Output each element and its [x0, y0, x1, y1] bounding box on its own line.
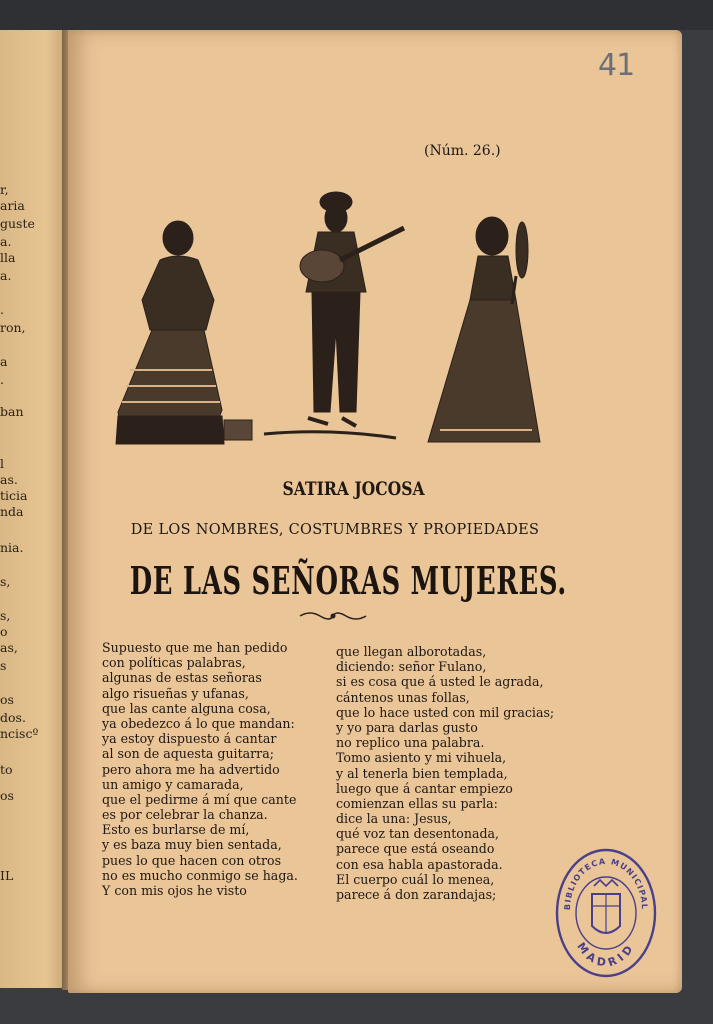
poem-line: luego que á cantar empiezo: [336, 780, 513, 796]
poem-line: El cuerpo cuál lo menea,: [336, 871, 495, 887]
poem-line: y al tenerla bien templada,: [336, 765, 508, 781]
poem-line: que el pedirme á mí que cante: [102, 791, 297, 807]
poem-line: qué voz tan desentonada,: [336, 826, 500, 842]
poem-line: ya obedezco á lo que mandan:: [102, 715, 295, 731]
facing-page-text: guste: [0, 216, 35, 231]
poem-line: cántenos unas follas,: [336, 689, 470, 705]
title-senoras-mujeres: DE LAS SEÑORAS MUJERES.: [129, 558, 567, 603]
poem-line: y es baza muy bien sentada,: [102, 837, 282, 853]
woman-with-shawl-figure: [116, 221, 252, 444]
subtitle-nombres-costumbres: DE LOS NOMBRES, COSTUMBRES Y PROPIEDADES: [130, 522, 540, 538]
scanner-background: [0, 0, 713, 30]
poem-line: que lo hace usted con mil gracias;: [336, 704, 555, 720]
poem-line: diciendo: señor Fulano,: [336, 659, 487, 675]
facing-page-text: os: [0, 788, 14, 803]
facing-page-text: a.: [0, 268, 12, 283]
svg-text:MADRID: [574, 940, 637, 970]
poem-line: al son de aquesta guitarra;: [102, 746, 274, 762]
guitar-player-figure: [264, 192, 404, 438]
poem-line: es por celebrar la chanza.: [102, 807, 268, 823]
facing-page-text: a.: [0, 234, 12, 249]
poem-line: dice la una: Jesus,: [336, 811, 452, 827]
title-satira-jocosa: SATIRA JOCOSA: [282, 478, 425, 500]
poem-line: con políticas palabras,: [102, 655, 246, 671]
poem-line: no replico una palabra.: [336, 735, 485, 751]
facing-page-text: r,: [0, 182, 9, 197]
poem-line: que llegan alborotadas,: [336, 644, 487, 659]
facing-page-text: nia.: [0, 540, 24, 555]
poem-line: Tomo asiento y mi vihuela,: [336, 750, 507, 766]
ornament-divider: [298, 609, 368, 623]
facing-page-text: s: [0, 658, 7, 673]
facing-page-text: ron,: [0, 320, 26, 335]
poem-line: no es mucho conmigo se haga.: [102, 867, 298, 883]
poem-line: pero ahora me ha advertido: [102, 761, 280, 777]
poem-line: que las cante alguna cosa,: [102, 700, 271, 716]
facing-page-text: s,: [0, 608, 11, 623]
facing-page-text: nciscº: [0, 726, 39, 741]
facing-page-text: .: [0, 302, 4, 317]
stamp-text-top: BIBLIOTECA MUNICIPAL: [562, 856, 650, 911]
poem-line: Y con mis ojos he visto: [102, 883, 247, 898]
poem-line: ya estoy dispuesto á cantar: [102, 731, 277, 747]
poem-left-column: [102, 640, 298, 898]
facing-page-text: lla: [0, 250, 16, 265]
library-stamp: [554, 846, 658, 980]
poem-line: comienzan ellas su parla:: [336, 795, 498, 811]
poem-line: si es cosa que á usted le agrada,: [336, 674, 544, 690]
issue-number: (Núm. 26.): [424, 143, 501, 159]
facing-page-text: as,: [0, 640, 18, 655]
facing-page-text: ticia: [0, 488, 28, 503]
poem-line: Supuesto que me han pedido: [102, 640, 288, 655]
facing-page-text: to: [0, 762, 13, 777]
poem-line: Esto es burlarse de mí,: [102, 822, 250, 838]
facing-page-text: IL: [0, 868, 14, 883]
facing-page-text: s,: [0, 574, 11, 589]
facing-page-text: a: [0, 354, 8, 369]
poem-line: algo risueñas y ufanas,: [102, 685, 249, 701]
facing-page-text: nda: [0, 504, 24, 519]
facing-page-text: os: [0, 692, 14, 707]
poem-line: parece á don zarandajas;: [336, 887, 497, 902]
poem-line: con esa habla apastorada.: [336, 856, 503, 872]
poem-right-column: [336, 644, 554, 902]
poem-line: algunas de estas señoras: [102, 670, 262, 686]
facing-page-text: as.: [0, 472, 18, 487]
page-number: 41: [598, 48, 635, 83]
woodcut-illustration: [0, 180, 713, 455]
facing-page-text: l: [0, 456, 4, 471]
facing-page: [0, 30, 66, 988]
stamp-text-bottom: MADRID: [574, 940, 638, 970]
facing-page-text: aria: [0, 198, 25, 213]
facing-page-text: dos.: [0, 710, 26, 725]
poem-line: un amigo y camarada,: [102, 776, 244, 792]
poem-line: y yo para darlas gusto: [336, 719, 478, 735]
facing-page-text: .: [0, 372, 4, 387]
poem-line: parece que está oseando: [336, 841, 495, 857]
poem-line: pues lo que hacen con otros: [102, 852, 282, 868]
woman-with-fan-figure: [428, 217, 540, 442]
facing-page-text: ban: [0, 404, 24, 419]
facing-page-text: o: [0, 624, 8, 639]
